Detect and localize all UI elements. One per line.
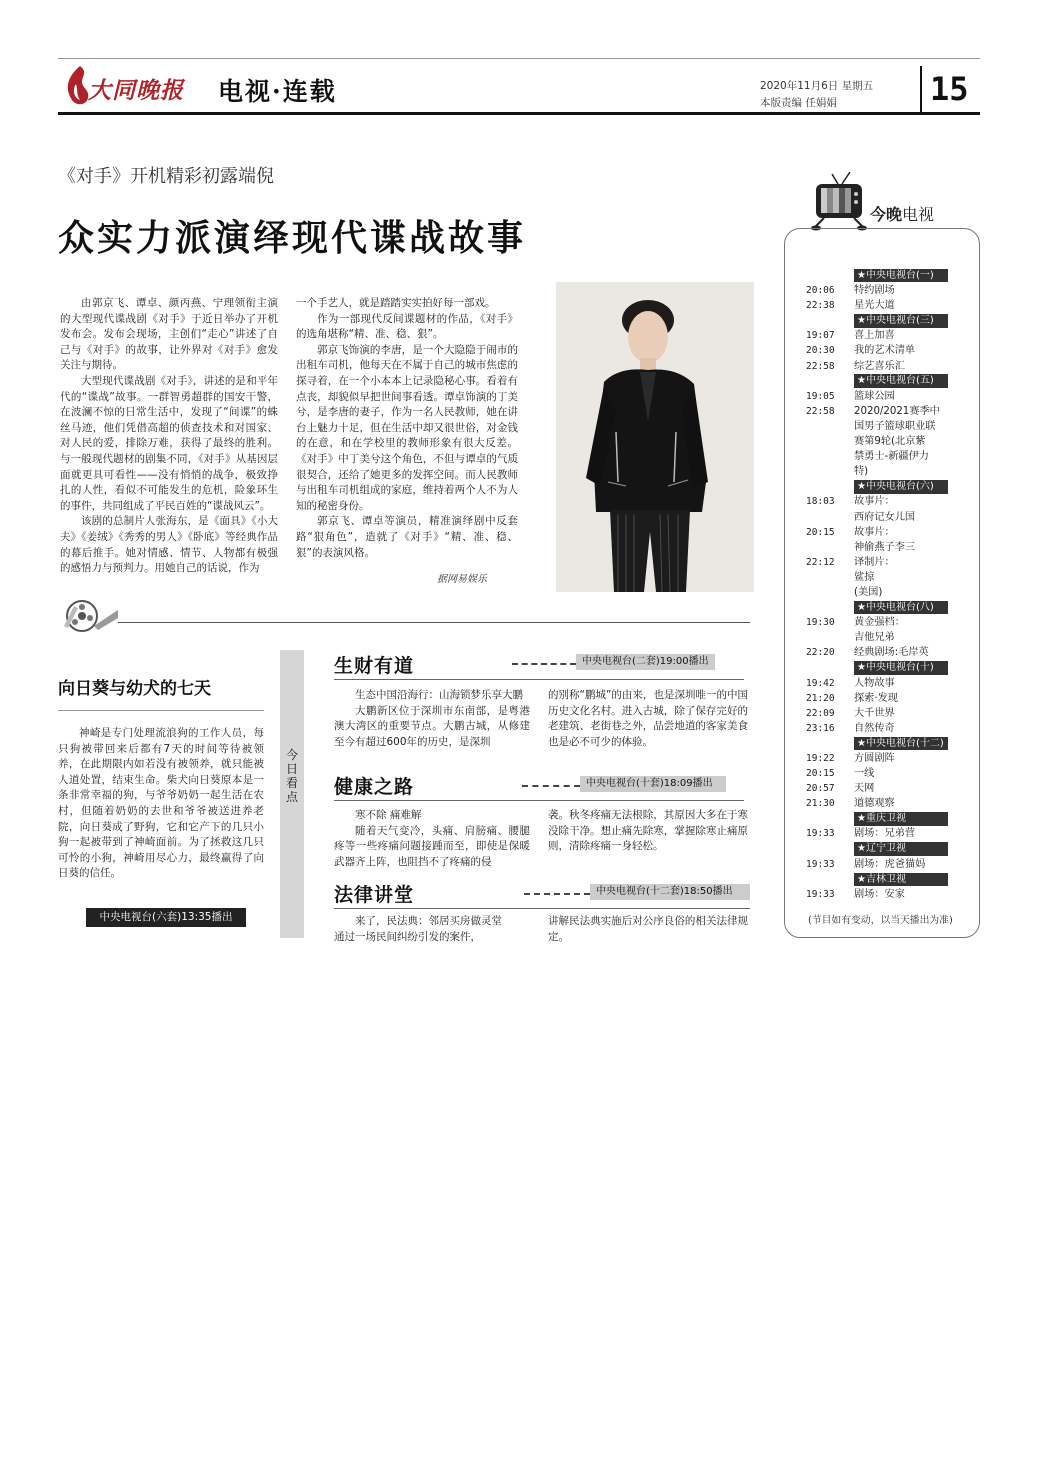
tv-program-name: 人物故事	[854, 677, 895, 689]
tv-program-time: 22:58	[806, 405, 835, 417]
tv-channel-header: ★中央电视台(八)	[854, 601, 948, 615]
tv-program-time: 23:16	[806, 722, 835, 734]
tv-program-name: 赛第9轮(北京紫	[854, 436, 926, 448]
program-subtitle: 来了，民法典：邻居买房做灵堂	[355, 915, 502, 927]
tv-channel-header: ★中央电视台(三)	[854, 314, 948, 328]
tv-program-row	[806, 615, 976, 630]
tv-program-name: 探索·发现	[854, 692, 898, 704]
actor-photo	[556, 282, 754, 592]
article-paragraph: 郭京飞饰演的李唐，是一个大隐隐于闹市的出租车司机，他每天在不属于自己的城市焦虑的探寻着，在一个小本本上记录隐秘心事。看着有点丧，却貌似早把世间事看透。谭卓饰演的丁美兮，是李唐的妻子，作为一名人民教师，她在讲台上魅力十足，但在生活中却又很世俗，对金钱的在意，和在学校里的教师形象有很大反差。《对手》中丁美兮这个角色，不但与谭卓的气质很契合，还给了她更多的发挥空间。而人民教师与出租车司机组成的家庭，维持着两个人不为人知的秘密身份。	[296, 343, 518, 512]
tv-channel-header: ★中央电视台(五)	[854, 374, 948, 388]
tv-program-name: 西府记女儿国	[854, 511, 916, 523]
tv-program-row	[806, 781, 976, 796]
tv-program-time: 22:12	[806, 556, 835, 568]
tv-program-row	[806, 570, 976, 585]
tv-program-time: 22:09	[806, 707, 835, 719]
program-dash	[524, 893, 590, 895]
tv-channel-header: ★中央电视台(十二)	[854, 737, 948, 751]
article-column-1	[60, 296, 278, 577]
program-rule	[334, 800, 744, 801]
program-dash	[522, 785, 580, 787]
tv-program-row	[806, 826, 976, 841]
tv-program-time: 19:33	[806, 828, 835, 840]
program-air-time: 中央电视台(十套)18:09播出	[580, 776, 726, 792]
tv-program-name: 剧场：虎爸猫妈	[854, 858, 926, 870]
feature-title-rule	[58, 710, 264, 711]
tv-program-time	[806, 630, 854, 645]
tv-program-time: 20:15	[806, 768, 835, 780]
tv-program-row	[806, 343, 976, 358]
page-editor: 本版责编 任娟娟	[760, 97, 837, 109]
tv-program-row	[806, 494, 976, 509]
tv-program-row	[806, 751, 976, 766]
program-air-time: 中央电视台(二套)19:00播出	[576, 654, 715, 670]
tv-program-time: 20:57	[806, 783, 835, 795]
tv-program-time	[806, 464, 854, 479]
program-subtitle: 寒不除 痛难解	[355, 809, 422, 821]
tv-program-name: 方圆剧阵	[854, 753, 895, 764]
tv-program-name: 禁勇士-新疆伊力	[854, 451, 929, 463]
tv-program-time: 19:33	[806, 858, 835, 870]
tv-program-time: 21:30	[806, 798, 835, 810]
tv-program-row	[806, 328, 976, 343]
tv-program-row	[806, 630, 976, 645]
tv-program-name: 喜上加喜	[854, 330, 895, 342]
program-column-2	[548, 914, 748, 945]
tv-program-name: 一线	[854, 768, 875, 780]
feature-paragraph: 神崎是专门处理流浪狗的工作人员，每只狗被带回来后都有7天的时间等待被领养，在此期限内如若没有被领养，就只能被人道处置，结束生命。柴犬向日葵原本是一条非常幸福的狗，与爷爷奶奶一起生活在农村，但随着奶奶的去世和爷爷被送进养老院，向日葵成了野狗，它和它产下的几只小狗一起被带到了神崎面前。为了拯救这几只可怜的小狗，神崎用尽心力，最终赢得了向日葵的信任。	[58, 727, 264, 880]
tv-channel-header: ★辽宁卫视	[854, 842, 948, 856]
tv-program-time: 19:05	[806, 390, 835, 402]
article-headline: 众实力派演绎现代谍战故事	[58, 217, 527, 259]
television-icon	[810, 172, 868, 232]
program-title: 健康之路	[334, 776, 415, 798]
tv-program-name: 自然传奇	[854, 722, 895, 734]
tv-program-row	[806, 691, 976, 706]
tv-program-row	[806, 283, 976, 298]
program-title: 生财有道	[334, 655, 415, 677]
article-paragraph: 由郭京飞、谭卓、颜丙燕、宁理领衔主演的大型现代谍战剧《对手》于近日举办了开机发布会。发布会现场，主创们“走心”讲述了自己与《对手》的故事，让外界对《对手》愈发关注与期待。	[60, 297, 278, 372]
program-paragraph: 随着天气变冷，头痛、肩膀痛、腰腿疼等一些疼痛问题接踵而至，即使是保暖武器齐上阵，也阻挡不了疼痛的侵	[334, 824, 530, 868]
program-paragraph: 大鹏新区位于深圳市东南部，是粤港澳大湾区的重要节点。大鹏古城，从修建至今有超过600年的历史，是深圳	[334, 704, 530, 748]
tv-program-time	[806, 510, 854, 525]
tv-program-name: 国男子篮球职业联	[854, 420, 936, 432]
tv-program-name: (美国)	[854, 586, 883, 598]
tv-program-row	[806, 298, 976, 313]
program-column-2	[548, 808, 748, 855]
article-source: 据网易娱乐	[437, 574, 487, 585]
tv-program-time	[806, 434, 854, 449]
article-paragraph: 大型现代谍战剧《对手》，讲述的是和平年代的“谍战”故事。一群智勇超群的国安干警，在波澜不惊的日常生活中，发现了“间谍”的蛛丝马迹，他们凭借高超的侦查技术和对国家、对人民的爱，排除万难，获得了最终的胜利。与一般现代题材的剧集不同，《对手》从基因层面就更具可看性——没有悄悄的战争，极致挣扎的人性，看似不可能发生的危机，险象环生的事件，共同组成了平民百姓的“谍战风云”。	[60, 374, 278, 512]
tv-program-name: 道德观察	[854, 798, 895, 810]
tv-program-time	[806, 540, 854, 555]
tv-channel-header: ★吉林卫视	[854, 873, 948, 887]
tv-program-time: 20:06	[806, 285, 835, 297]
tv-program-name: 故事片：	[854, 526, 895, 538]
tv-program-row	[806, 676, 976, 691]
article-paragraph: 郭京飞、谭卓等演员，精准演绎剧中反套路“狠角色”，造就了《对手》“精、准、稳、狠”的表演风格。	[296, 515, 518, 559]
tv-program-row	[806, 585, 976, 600]
tv-program-name: 大千世界	[854, 707, 895, 719]
film-reel-icon	[60, 596, 120, 636]
tv-program-row	[806, 721, 976, 736]
program-column-1	[334, 914, 530, 945]
newspaper-name: 大同晚报	[88, 77, 184, 104]
tv-program-name: 剧场：兄弟营	[854, 828, 916, 840]
section-divider	[118, 622, 750, 623]
tv-program-row	[806, 525, 976, 540]
tv-program-name: 故事片：	[854, 496, 895, 508]
program-paragraph: 袭。秋冬疼痛无法根除，其原因大多在于寒没除干净。想止痛先除寒，掌握除寒止痛原则，清除疼痛一身轻松。	[548, 809, 748, 853]
program-paragraph: 的别称“鹏城”的由来，也是深圳唯一的中国历史文化名村。进入古城，除了保存完好的老建筑、老街巷之外，品尝地道的客家美食也是必不可少的体验。	[548, 689, 748, 748]
tv-program-name: 神偷燕子李三	[854, 541, 916, 553]
tv-listing	[806, 268, 976, 902]
tv-channel-header: ★中央电视台(一)	[854, 269, 948, 283]
tv-program-time	[806, 419, 854, 434]
program-subtitle: 生态中国沿海行：山海锁梦乐享大鹏	[355, 689, 523, 701]
section-title: 电视·连载	[218, 77, 337, 106]
issue-date: 2020年11月6日 星期五	[760, 80, 874, 92]
article-paragraph: 作为一部现代反间谍题材的作品，《对手》的选角堪称“精、准、稳、狠”。	[296, 312, 518, 341]
tv-program-time: 22:58	[806, 360, 835, 372]
article-column-2	[296, 296, 518, 561]
article-kicker: 《对手》开机精彩初露端倪	[58, 166, 274, 187]
tv-program-time: 19:30	[806, 617, 835, 629]
tv-program-time: 18:03	[806, 496, 835, 508]
program-title: 法律讲堂	[334, 884, 415, 906]
picks-label: 今日看点	[285, 748, 298, 804]
tv-program-row	[806, 404, 976, 419]
tv-program-row	[806, 449, 976, 464]
tv-listing-title	[870, 202, 934, 225]
tv-program-time	[806, 449, 854, 464]
program-rule	[334, 908, 750, 909]
tv-program-time: 21:20	[806, 692, 835, 704]
tv-program-time: 22:20	[806, 647, 835, 659]
tv-program-row	[806, 464, 976, 479]
tv-program-time: 19:42	[806, 677, 835, 689]
tv-program-time: 22:38	[806, 300, 835, 312]
program-column-1	[334, 808, 530, 870]
header-divider	[920, 66, 922, 114]
header-rule	[58, 112, 980, 115]
tv-program-name: 经典剧场:毛岸英	[854, 647, 929, 659]
tv-program-row	[806, 706, 976, 721]
tv-program-row	[806, 766, 976, 781]
tv-program-row	[806, 887, 976, 902]
program-paragraph: 通过一场民间纠纷引发的案件，	[334, 930, 481, 943]
tv-program-time: 19:22	[806, 753, 835, 764]
tv-program-time: 19:33	[806, 888, 835, 900]
tv-channel-header: ★重庆卫视	[854, 812, 948, 826]
article-paragraph: 该剧的总制片人张海东，是《面具》《小大夫》《姜绒》《秀秀的男人》《卧底》等经典作品的幕后推手。她对情感、情节、人物都有极强的感悟力与预判力。用她自己的话说，作为	[60, 515, 278, 575]
tv-channel-header: ★中央电视台(六)	[854, 480, 948, 494]
program-dash	[512, 663, 576, 665]
tv-program-row	[806, 540, 976, 555]
tv-program-time	[806, 570, 854, 585]
program-column-1	[334, 688, 530, 750]
tv-program-name: 天网	[854, 783, 875, 795]
tv-program-time: 20:15	[806, 526, 835, 538]
feature-body	[58, 726, 264, 882]
tv-program-name: 篮球公园	[854, 390, 895, 402]
tv-listing-note: (节目如有变动，以当天播出为准)	[808, 915, 953, 926]
tv-program-row	[806, 419, 976, 434]
tv-program-name: 特)	[854, 466, 869, 478]
tv-program-name: 特约剧场	[854, 285, 895, 297]
tv-channel-header: ★中央电视台(十)	[854, 661, 948, 675]
tv-program-time	[806, 585, 854, 600]
tv-program-row	[806, 389, 976, 404]
newspaper-logo	[58, 62, 190, 110]
tv-title-thin: 电视	[902, 205, 935, 224]
tv-program-name: 星光大道	[854, 300, 895, 312]
program-air-time: 中央电视台(十二套)18:50播出	[590, 884, 750, 900]
top-thin-rule	[58, 58, 980, 59]
tv-program-row	[806, 857, 976, 872]
feature-title: 向日葵与幼犬的七天	[58, 679, 211, 699]
tv-program-row	[806, 359, 976, 374]
tv-program-name: 综艺喜乐汇	[854, 360, 905, 372]
program-column-2	[548, 688, 748, 750]
tv-program-name: 鲨掠	[854, 571, 875, 583]
tv-program-row	[806, 555, 976, 570]
tv-program-name: 吉他兄弟	[854, 632, 895, 644]
program-paragraph: 讲解民法典实施后对公序良俗的相关法律规定。	[548, 915, 748, 943]
tv-program-name: 译制片：	[854, 556, 895, 568]
tv-title-bold: 今晚	[870, 205, 903, 224]
tv-program-name: 2020/2021赛季中	[854, 405, 940, 417]
tv-program-time: 19:07	[806, 330, 835, 342]
article-paragraph: 一个手艺人，就是踏踏实实拍好每一部戏。	[296, 297, 496, 309]
tv-program-name: 剧场：安家	[854, 888, 905, 900]
tv-program-row	[806, 434, 976, 449]
tv-program-name: 黄金强档：	[854, 617, 905, 629]
actor-portrait-image	[556, 282, 754, 592]
tv-program-row	[806, 510, 976, 525]
program-rule	[334, 679, 744, 680]
feature-air-time: 中央电视台(六套)13:35播出	[86, 908, 246, 927]
tv-program-row	[806, 645, 976, 660]
page-number: 15	[930, 70, 969, 108]
tv-program-time: 20:30	[806, 345, 835, 357]
tv-program-name: 我的艺术清单	[854, 345, 916, 357]
tv-program-row	[806, 796, 976, 811]
